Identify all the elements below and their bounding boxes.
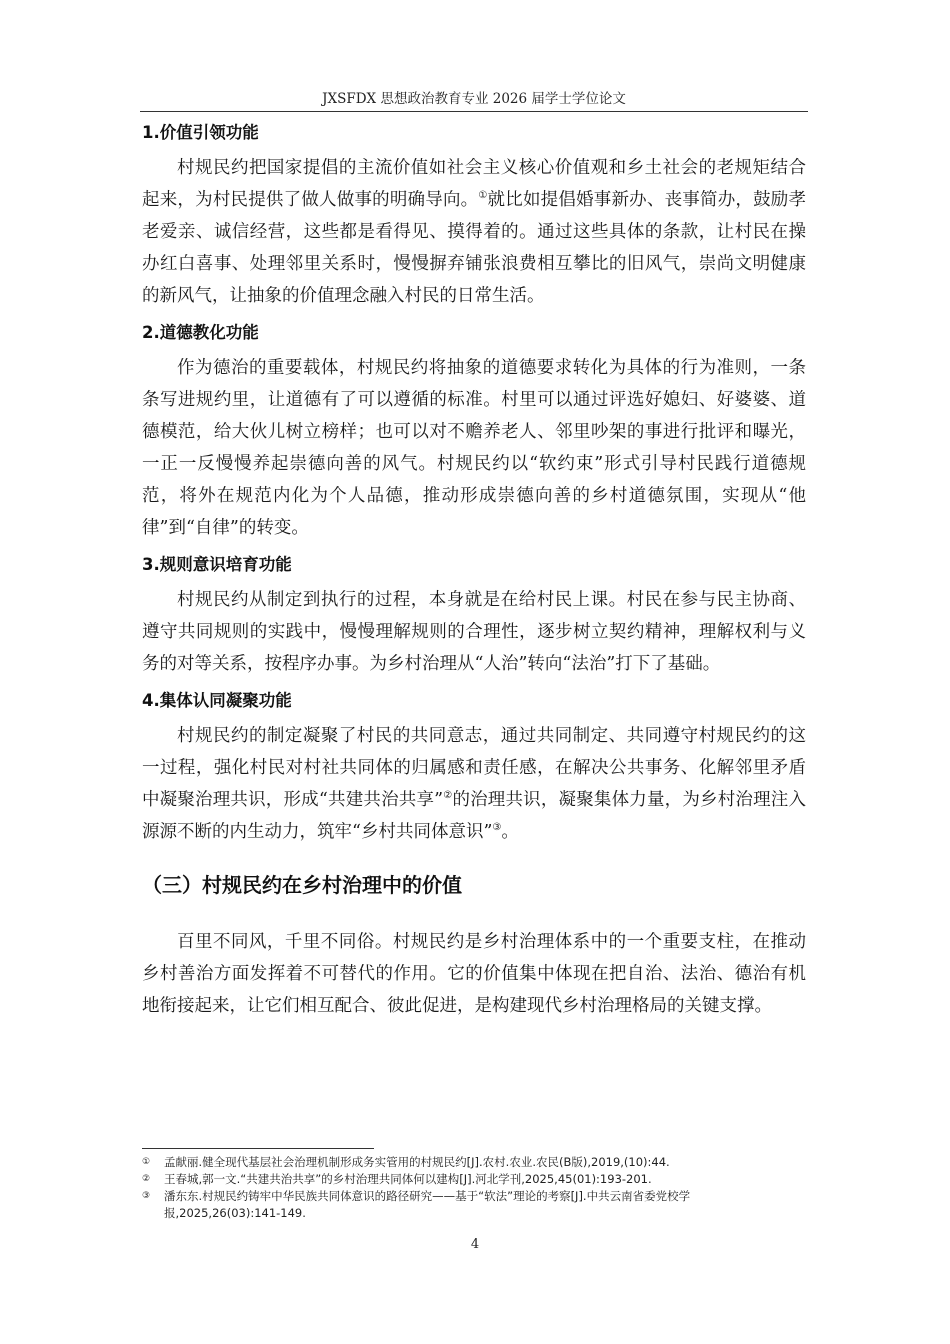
main-content — [142, 112, 806, 1022]
section-heading-rule-awareness: 3.规则意识培育功能 — [142, 555, 292, 574]
footnote-mark: ② — [142, 1174, 151, 1184]
section-heading-value-guidance: 1.价值引领功能 — [142, 123, 259, 142]
footnote-2 — [142, 1171, 806, 1188]
footnote-mark: ③ — [142, 1191, 151, 1201]
footnote-3 — [142, 1188, 806, 1222]
page-header: JXSFDX 思想政治教育专业 2026 届学士学位论文 — [322, 91, 626, 107]
footnote-mark: ① — [142, 1157, 151, 1167]
section-heading-collective-identity: 4.集体认同凝聚功能 — [142, 691, 292, 710]
paragraph-value-guidance: 村规民约把国家提倡的主流价值如社会主义核心价值观和乡土社会的老规矩结合起来，为村民提供了做人做事的明确导向。①就比如提倡婚事新办、丧事简办，鼓励孝老爱亲、诚信经营，这些都是看得见、摸得着的。通过这些具体的条款，让村民在操办红白喜事、处理邻里关系时，慢慢摒弃铺张浪费相互攀比的旧风气，崇尚文明健康的新风气，让抽象的价值理念融入村民的日常生活。 — [142, 158, 807, 306]
footnote-text: 潘东东.村规民约铸牢中华民族共同体意识的路径研究——基于“软法”理论的考察[J].中共云南省委党校学报,2025,26(03):141-149. — [164, 1189, 691, 1220]
footnote-text: 孟献丽.健全现代基层社会治理机制形成务实管用的村规民约[J].农村.农业.农民(B版),2019,(10):44. — [164, 1155, 670, 1169]
section-heading-moral-education: 2.道德教化功能 — [142, 323, 259, 342]
footnote-1 — [142, 1154, 806, 1171]
footnote-ref-2[interactable]: ② — [443, 790, 453, 802]
footnote-text: 王春城,郭一文.“共建共治共享”的乡村治理共同体何以建构[J].河北学刊,2025,45(01):193-201. — [164, 1172, 652, 1186]
footnote-divider — [142, 1148, 374, 1149]
page-number: 4 — [470, 1237, 480, 1252]
paragraph-collective-identity: 村规民约的制定凝聚了村民的共同意志，通过共同制定、共同遵守村规民约的这一过程，强化村民对村社共同体的归属感和责任感，在解决公共事务、化解邻里矛盾中凝聚治理共识，形成“共建共治共享”②的治理共识，凝聚集体力量，为乡村治理注入源源不断的内生动力，筑牢“乡村共同体意识”③。 — [142, 726, 806, 842]
paragraph-moral-education: 作为德治的重要载体，村规民约将抽象的道德要求转化为具体的行为准则，一条条写进规约里，让道德有了可以遵循的标准。村里可以通过评选好媳妇、好婆婆、道德模范，给大伙儿树立榜样；也可以对不赡养老人、邻里吵架的事进行批评和曝光，一正一反慢慢养起崇德向善的风气。村规民约以“软约束”形式引导村民践行道德规范，将外在规范内化为个人品德，推动形成崇德向善的乡村道德氛围，实现从“他律”到“自律”的转变。 — [142, 358, 806, 538]
footnote-ref-3[interactable]: ③ — [492, 822, 502, 834]
paragraph-rule-awareness: 村规民约从制定到执行的过程，本身就是在给村民上课。村民在参与民主协商、遵守共同规则的实践中，慢慢理解规则的合理性，逐步树立契约精神，理解权利与义务的对等关系，按程序办事。为乡村治理从“人治”转向“法治”打下了基础。 — [142, 590, 806, 674]
paragraph-governance-value: 百里不同风，千里不同俗。村规民约是乡村治理体系中的一个重要支柱，在推动乡村善治方面发挥着不可替代的作用。它的价值集中体现在把自治、法治、德治有机地衔接起来，让它们相互配合、彼此促进，是构建现代乡村治理格局的关键支撑。 — [142, 932, 806, 1016]
section-heading-governance-value: （三）村规民约在乡村治理中的价值 — [142, 873, 462, 897]
footnotes — [142, 1154, 806, 1222]
footnote-ref-1[interactable]: ① — [478, 190, 488, 202]
